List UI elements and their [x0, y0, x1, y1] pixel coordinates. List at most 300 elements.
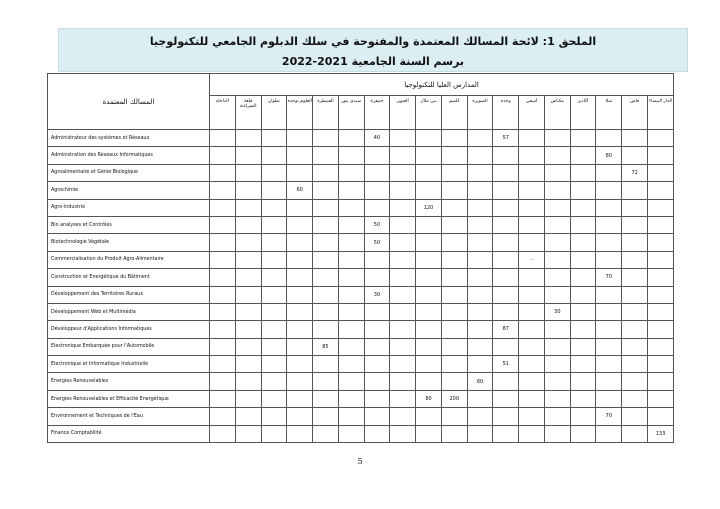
school-city-header: أكادير	[570, 96, 596, 130]
seat-count-cell	[519, 216, 545, 233]
seat-count-cell: 87	[493, 321, 519, 338]
seat-count-cell	[596, 338, 622, 355]
seat-count-cell	[313, 182, 339, 199]
seat-count-cell	[313, 373, 339, 390]
program-name: Développement Web et Multimédia	[48, 303, 210, 320]
seat-count-cell	[210, 269, 236, 286]
seat-count-cell	[622, 269, 648, 286]
seat-count-cell: -	[519, 251, 545, 268]
seat-count-cell	[622, 286, 648, 303]
seat-count-cell	[622, 356, 648, 373]
seat-count-cell	[648, 164, 674, 181]
seat-count-cell	[390, 216, 416, 233]
seat-count-cell	[210, 356, 236, 373]
seat-count-cell	[441, 408, 467, 425]
seat-count-cell	[313, 199, 339, 216]
seat-count-cell	[570, 199, 596, 216]
seat-count-cell	[570, 321, 596, 338]
seat-count-cell	[622, 321, 648, 338]
seat-count-cell	[338, 216, 364, 233]
seat-count-cell	[648, 130, 674, 147]
seat-count-cell	[467, 286, 493, 303]
seat-count-cell	[519, 390, 545, 407]
seat-count-cell	[467, 199, 493, 216]
seat-count-cell	[441, 251, 467, 268]
seat-count-cell	[338, 373, 364, 390]
seat-count-cell	[261, 199, 287, 216]
seat-count-cell	[235, 321, 261, 338]
seat-count-cell	[313, 390, 339, 407]
seat-count-cell	[544, 425, 570, 442]
seat-count-cell	[544, 164, 570, 181]
seat-count-cell	[287, 373, 313, 390]
seat-count-cell	[441, 199, 467, 216]
seat-count-cell	[467, 234, 493, 251]
page-number: 5	[357, 457, 363, 466]
seat-count-cell	[441, 356, 467, 373]
seat-count-cell: 30	[364, 286, 390, 303]
seat-count-cell	[235, 251, 261, 268]
program-name: Finance Comptabilité	[48, 425, 210, 442]
seat-count-cell	[544, 182, 570, 199]
seat-count-cell	[416, 251, 442, 268]
seat-count-cell	[287, 199, 313, 216]
seat-count-cell	[596, 234, 622, 251]
seat-count-cell	[210, 216, 236, 233]
seat-count-cell	[338, 234, 364, 251]
seat-count-cell	[261, 356, 287, 373]
program-name: Biotechnologie Végétale	[48, 234, 210, 251]
seat-count-cell	[364, 390, 390, 407]
seat-count-cell	[467, 356, 493, 373]
seat-count-cell	[570, 130, 596, 147]
seat-count-cell	[570, 408, 596, 425]
seat-count-cell	[622, 425, 648, 442]
seat-count-cell	[467, 130, 493, 147]
seat-count-cell	[467, 182, 493, 199]
seat-count-cell	[441, 321, 467, 338]
seat-count-cell	[544, 269, 570, 286]
seat-count-cell: 72	[622, 164, 648, 181]
seat-count-cell	[338, 269, 364, 286]
seat-count-cell	[313, 321, 339, 338]
seat-count-cell	[493, 425, 519, 442]
seat-count-cell	[596, 373, 622, 390]
program-name: Administration des Réseaux Informatiques	[48, 147, 210, 164]
seat-count-cell	[416, 147, 442, 164]
seat-count-cell	[622, 234, 648, 251]
seat-count-cell	[338, 408, 364, 425]
seat-count-cell	[467, 408, 493, 425]
seat-count-cell	[519, 164, 545, 181]
seat-count-cell	[519, 147, 545, 164]
seat-count-cell	[364, 338, 390, 355]
seat-count-cell	[570, 164, 596, 181]
seat-count-cell	[287, 147, 313, 164]
seat-count-cell	[648, 216, 674, 233]
document-title: الملحق 1: لائحة المسالك المعتمدة والمفتوحة في سلك الدبلوم الجامعي للتكنولوجيا	[149, 35, 597, 48]
seat-count-cell	[338, 130, 364, 147]
academic-year: برسم السنة الجامعية 2021-2022	[281, 55, 465, 68]
seat-count-cell	[622, 199, 648, 216]
seat-count-cell	[390, 286, 416, 303]
program-name: Développement des Territoires Ruraux	[48, 286, 210, 303]
school-city-header: كلميم	[441, 96, 467, 130]
seat-count-cell	[596, 286, 622, 303]
seat-count-cell	[313, 303, 339, 320]
seat-count-cell	[416, 234, 442, 251]
seat-count-cell	[261, 216, 287, 233]
seat-count-cell	[416, 269, 442, 286]
seat-count-cell	[210, 130, 236, 147]
table-row	[48, 321, 674, 338]
school-city-header: آسفي	[519, 96, 545, 130]
seat-count-cell	[235, 373, 261, 390]
seat-count-cell	[648, 303, 674, 320]
table-row	[48, 425, 674, 442]
seat-count-cell	[210, 390, 236, 407]
seat-count-cell	[287, 356, 313, 373]
table-row	[48, 234, 674, 251]
seat-count-cell	[287, 425, 313, 442]
seat-count-cell	[493, 373, 519, 390]
seat-count-cell: 57	[493, 130, 519, 147]
seat-count-cell	[596, 130, 622, 147]
seat-count-cell	[313, 408, 339, 425]
seat-count-cell	[544, 147, 570, 164]
seat-count-cell	[441, 303, 467, 320]
seat-count-cell	[467, 303, 493, 320]
seat-count-cell	[210, 408, 236, 425]
seat-count-cell	[364, 425, 390, 442]
program-name: Energies Renouvelables	[48, 373, 210, 390]
seat-count-cell	[441, 425, 467, 442]
seat-count-cell	[519, 408, 545, 425]
program-name: Bio analyses et Contrôles	[48, 216, 210, 233]
seat-count-cell	[467, 338, 493, 355]
seat-count-cell	[338, 251, 364, 268]
schools-header: المدارس العليا للتكنولوجيا	[210, 74, 674, 96]
table-row	[48, 130, 674, 147]
school-city-header: سلا	[596, 96, 622, 130]
seat-count-cell	[467, 251, 493, 268]
seat-count-cell	[390, 269, 416, 286]
seat-count-cell	[648, 182, 674, 199]
seat-count-cell	[622, 251, 648, 268]
title-banner	[58, 28, 688, 72]
seat-count-cell	[570, 234, 596, 251]
seat-count-cell	[596, 216, 622, 233]
seat-count-cell	[390, 164, 416, 181]
seat-count-cell	[210, 338, 236, 355]
seat-count-cell	[287, 286, 313, 303]
seat-count-cell	[519, 425, 545, 442]
seat-count-cell: 30	[544, 303, 570, 320]
seat-count-cell	[544, 199, 570, 216]
seat-count-cell	[467, 321, 493, 338]
programs-column-header: المسالك المعتمدة	[48, 74, 210, 130]
seat-count-cell	[622, 373, 648, 390]
seat-count-cell	[210, 164, 236, 181]
seat-count-cell	[390, 251, 416, 268]
seat-count-cell	[648, 147, 674, 164]
seat-count-cell	[648, 356, 674, 373]
seat-count-cell: 51	[493, 356, 519, 373]
seat-count-cell	[287, 234, 313, 251]
seat-count-cell	[441, 164, 467, 181]
seat-count-cell	[441, 234, 467, 251]
seat-count-cell	[519, 234, 545, 251]
seat-count-cell	[261, 338, 287, 355]
seat-count-cell	[441, 147, 467, 164]
seat-count-cell	[441, 269, 467, 286]
seat-count-cell	[544, 321, 570, 338]
program-name: Administrateur des systèmes et Réseaux	[48, 130, 210, 147]
seat-count-cell	[287, 269, 313, 286]
seat-count-cell	[287, 130, 313, 147]
seat-count-cell: 133	[648, 425, 674, 442]
seat-count-cell	[235, 147, 261, 164]
seat-count-cell	[416, 425, 442, 442]
seat-count-cell	[570, 286, 596, 303]
program-name: Agroalimentaire et Génie Biologique	[48, 164, 210, 181]
program-name: Electronique et Informatique Industrielle	[48, 356, 210, 373]
seat-count-cell	[416, 182, 442, 199]
seat-count-cell	[235, 390, 261, 407]
seat-count-cell	[596, 356, 622, 373]
school-city-header: الدار البيضاء	[648, 96, 674, 130]
seat-count-cell	[261, 321, 287, 338]
seat-count-cell	[544, 390, 570, 407]
table-row	[48, 147, 674, 164]
seat-count-cell	[493, 199, 519, 216]
seat-count-cell	[338, 147, 364, 164]
seat-count-cell	[210, 147, 236, 164]
seat-count-cell	[467, 390, 493, 407]
seat-count-cell	[493, 182, 519, 199]
seat-count-cell	[235, 182, 261, 199]
seat-count-cell	[519, 199, 545, 216]
seat-count-cell	[261, 147, 287, 164]
seat-count-cell	[235, 286, 261, 303]
seat-count-cell	[390, 356, 416, 373]
school-city-header: خنيفرة	[364, 96, 390, 130]
seat-count-cell	[338, 303, 364, 320]
program-name: Electronique Embarquée pour l'Automobile	[48, 338, 210, 355]
seat-count-cell	[416, 164, 442, 181]
table-row	[48, 373, 674, 390]
seat-count-cell	[570, 373, 596, 390]
programs-table	[47, 73, 674, 443]
seat-count-cell	[493, 338, 519, 355]
seat-count-cell	[467, 216, 493, 233]
table-row	[48, 216, 674, 233]
seat-count-cell	[441, 373, 467, 390]
seat-count-cell	[648, 408, 674, 425]
seat-count-cell	[493, 216, 519, 233]
seat-count-cell	[261, 251, 287, 268]
seat-count-cell	[235, 269, 261, 286]
seat-count-cell	[467, 269, 493, 286]
seat-count-cell	[416, 321, 442, 338]
seat-count-cell	[364, 164, 390, 181]
seat-count-cell	[390, 130, 416, 147]
seat-count-cell	[648, 373, 674, 390]
seat-count-cell	[622, 338, 648, 355]
seat-count-cell	[313, 147, 339, 164]
seat-count-cell	[261, 286, 287, 303]
seat-count-cell	[596, 164, 622, 181]
seat-count-cell	[544, 286, 570, 303]
school-city-header: مكناس	[544, 96, 570, 130]
seat-count-cell	[544, 373, 570, 390]
program-name: Environnement et Techniques de l'Eau	[48, 408, 210, 425]
table-row	[48, 356, 674, 373]
table-row	[48, 303, 674, 320]
table-row	[48, 199, 674, 216]
seat-count-cell	[287, 408, 313, 425]
seat-count-cell	[493, 390, 519, 407]
seat-count-cell	[544, 356, 570, 373]
seat-count-cell	[467, 425, 493, 442]
seat-count-cell	[390, 338, 416, 355]
seat-count-cell	[570, 182, 596, 199]
seat-count-cell	[493, 408, 519, 425]
seat-count-cell	[622, 182, 648, 199]
seat-count-cell	[313, 286, 339, 303]
seat-count-cell	[622, 408, 648, 425]
seat-count-cell	[648, 269, 674, 286]
program-name: Agrochimie	[48, 182, 210, 199]
seat-count-cell	[364, 251, 390, 268]
seat-count-cell	[313, 425, 339, 442]
seat-count-cell	[364, 373, 390, 390]
seat-count-cell: 70	[596, 269, 622, 286]
seat-count-cell	[441, 338, 467, 355]
seat-count-cell	[416, 356, 442, 373]
seat-count-cell	[261, 269, 287, 286]
seat-count-cell	[210, 425, 236, 442]
seat-count-cell	[467, 147, 493, 164]
program-name: Construction et Energétique du Bâtiment	[48, 269, 210, 286]
seat-count-cell	[338, 390, 364, 407]
program-name: Agro-industrie	[48, 199, 210, 216]
seat-count-cell	[596, 251, 622, 268]
seat-count-cell	[648, 321, 674, 338]
seat-count-cell	[210, 234, 236, 251]
seat-count-cell	[596, 390, 622, 407]
seat-count-cell	[416, 130, 442, 147]
table-row	[48, 286, 674, 303]
program-name: Commercialisation du Produit Agro-Alimentaire	[48, 251, 210, 268]
seat-count-cell	[390, 147, 416, 164]
seat-count-cell	[596, 321, 622, 338]
seat-count-cell	[441, 216, 467, 233]
seat-count-cell	[235, 216, 261, 233]
seat-count-cell	[338, 338, 364, 355]
table-row	[48, 390, 674, 407]
seat-count-cell	[390, 425, 416, 442]
seat-count-cell	[338, 199, 364, 216]
seat-count-cell	[416, 338, 442, 355]
seat-count-cell	[235, 199, 261, 216]
seat-count-cell	[235, 408, 261, 425]
seat-count-cell	[390, 303, 416, 320]
seat-count-cell	[390, 182, 416, 199]
seat-count-cell	[210, 251, 236, 268]
seat-count-cell	[570, 251, 596, 268]
seat-count-cell	[338, 356, 364, 373]
seat-count-cell	[519, 373, 545, 390]
seat-count-cell	[313, 234, 339, 251]
table-row	[48, 251, 674, 268]
seat-count-cell: 50	[364, 234, 390, 251]
seat-count-cell	[390, 408, 416, 425]
seat-count-cell	[235, 356, 261, 373]
table-row	[48, 269, 674, 286]
program-name: Energies Renouvelables et Efficacité Energétique	[48, 390, 210, 407]
seat-count-cell	[648, 251, 674, 268]
school-city-header: فاس	[622, 96, 648, 130]
seat-count-cell	[519, 286, 545, 303]
seat-count-cell	[416, 216, 442, 233]
seat-count-cell	[622, 303, 648, 320]
program-name: Développeur d'Applications Informatiques	[48, 321, 210, 338]
seat-count-cell	[261, 373, 287, 390]
school-city-header: وجدة	[493, 96, 519, 130]
seat-count-cell	[364, 147, 390, 164]
seat-count-cell	[493, 286, 519, 303]
seat-count-cell	[235, 425, 261, 442]
seat-count-cell	[441, 130, 467, 147]
seat-count-cell	[390, 373, 416, 390]
seat-count-cell	[364, 182, 390, 199]
seat-count-cell	[519, 338, 545, 355]
seat-count-cell: 70	[596, 408, 622, 425]
seat-count-cell: 50	[364, 216, 390, 233]
seat-count-cell	[648, 199, 674, 216]
seat-count-cell: 60	[287, 182, 313, 199]
seat-count-cell: 60	[467, 373, 493, 390]
seat-count-cell	[390, 321, 416, 338]
table-row	[48, 408, 674, 425]
seat-count-cell	[544, 234, 570, 251]
school-city-header: الصويرة	[467, 96, 493, 130]
seat-count-cell	[648, 234, 674, 251]
seat-count-cell	[364, 269, 390, 286]
seat-count-cell	[338, 182, 364, 199]
seat-count-cell	[235, 234, 261, 251]
seat-count-cell	[544, 338, 570, 355]
seat-count-cell	[648, 286, 674, 303]
seat-count-cell	[596, 199, 622, 216]
seat-count-cell	[441, 286, 467, 303]
seat-count-cell	[338, 425, 364, 442]
seat-count-cell	[493, 251, 519, 268]
seat-count-cell	[235, 303, 261, 320]
school-city-header: سيدي بنور	[338, 96, 364, 130]
seat-count-cell	[493, 147, 519, 164]
table-row	[48, 164, 674, 181]
seat-count-cell	[596, 182, 622, 199]
seat-count-cell	[622, 216, 648, 233]
seat-count-cell	[287, 251, 313, 268]
seat-count-cell: 85	[313, 338, 339, 355]
seat-count-cell	[364, 408, 390, 425]
seat-count-cell	[416, 408, 442, 425]
seat-count-cell	[416, 286, 442, 303]
seat-count-cell	[210, 199, 236, 216]
